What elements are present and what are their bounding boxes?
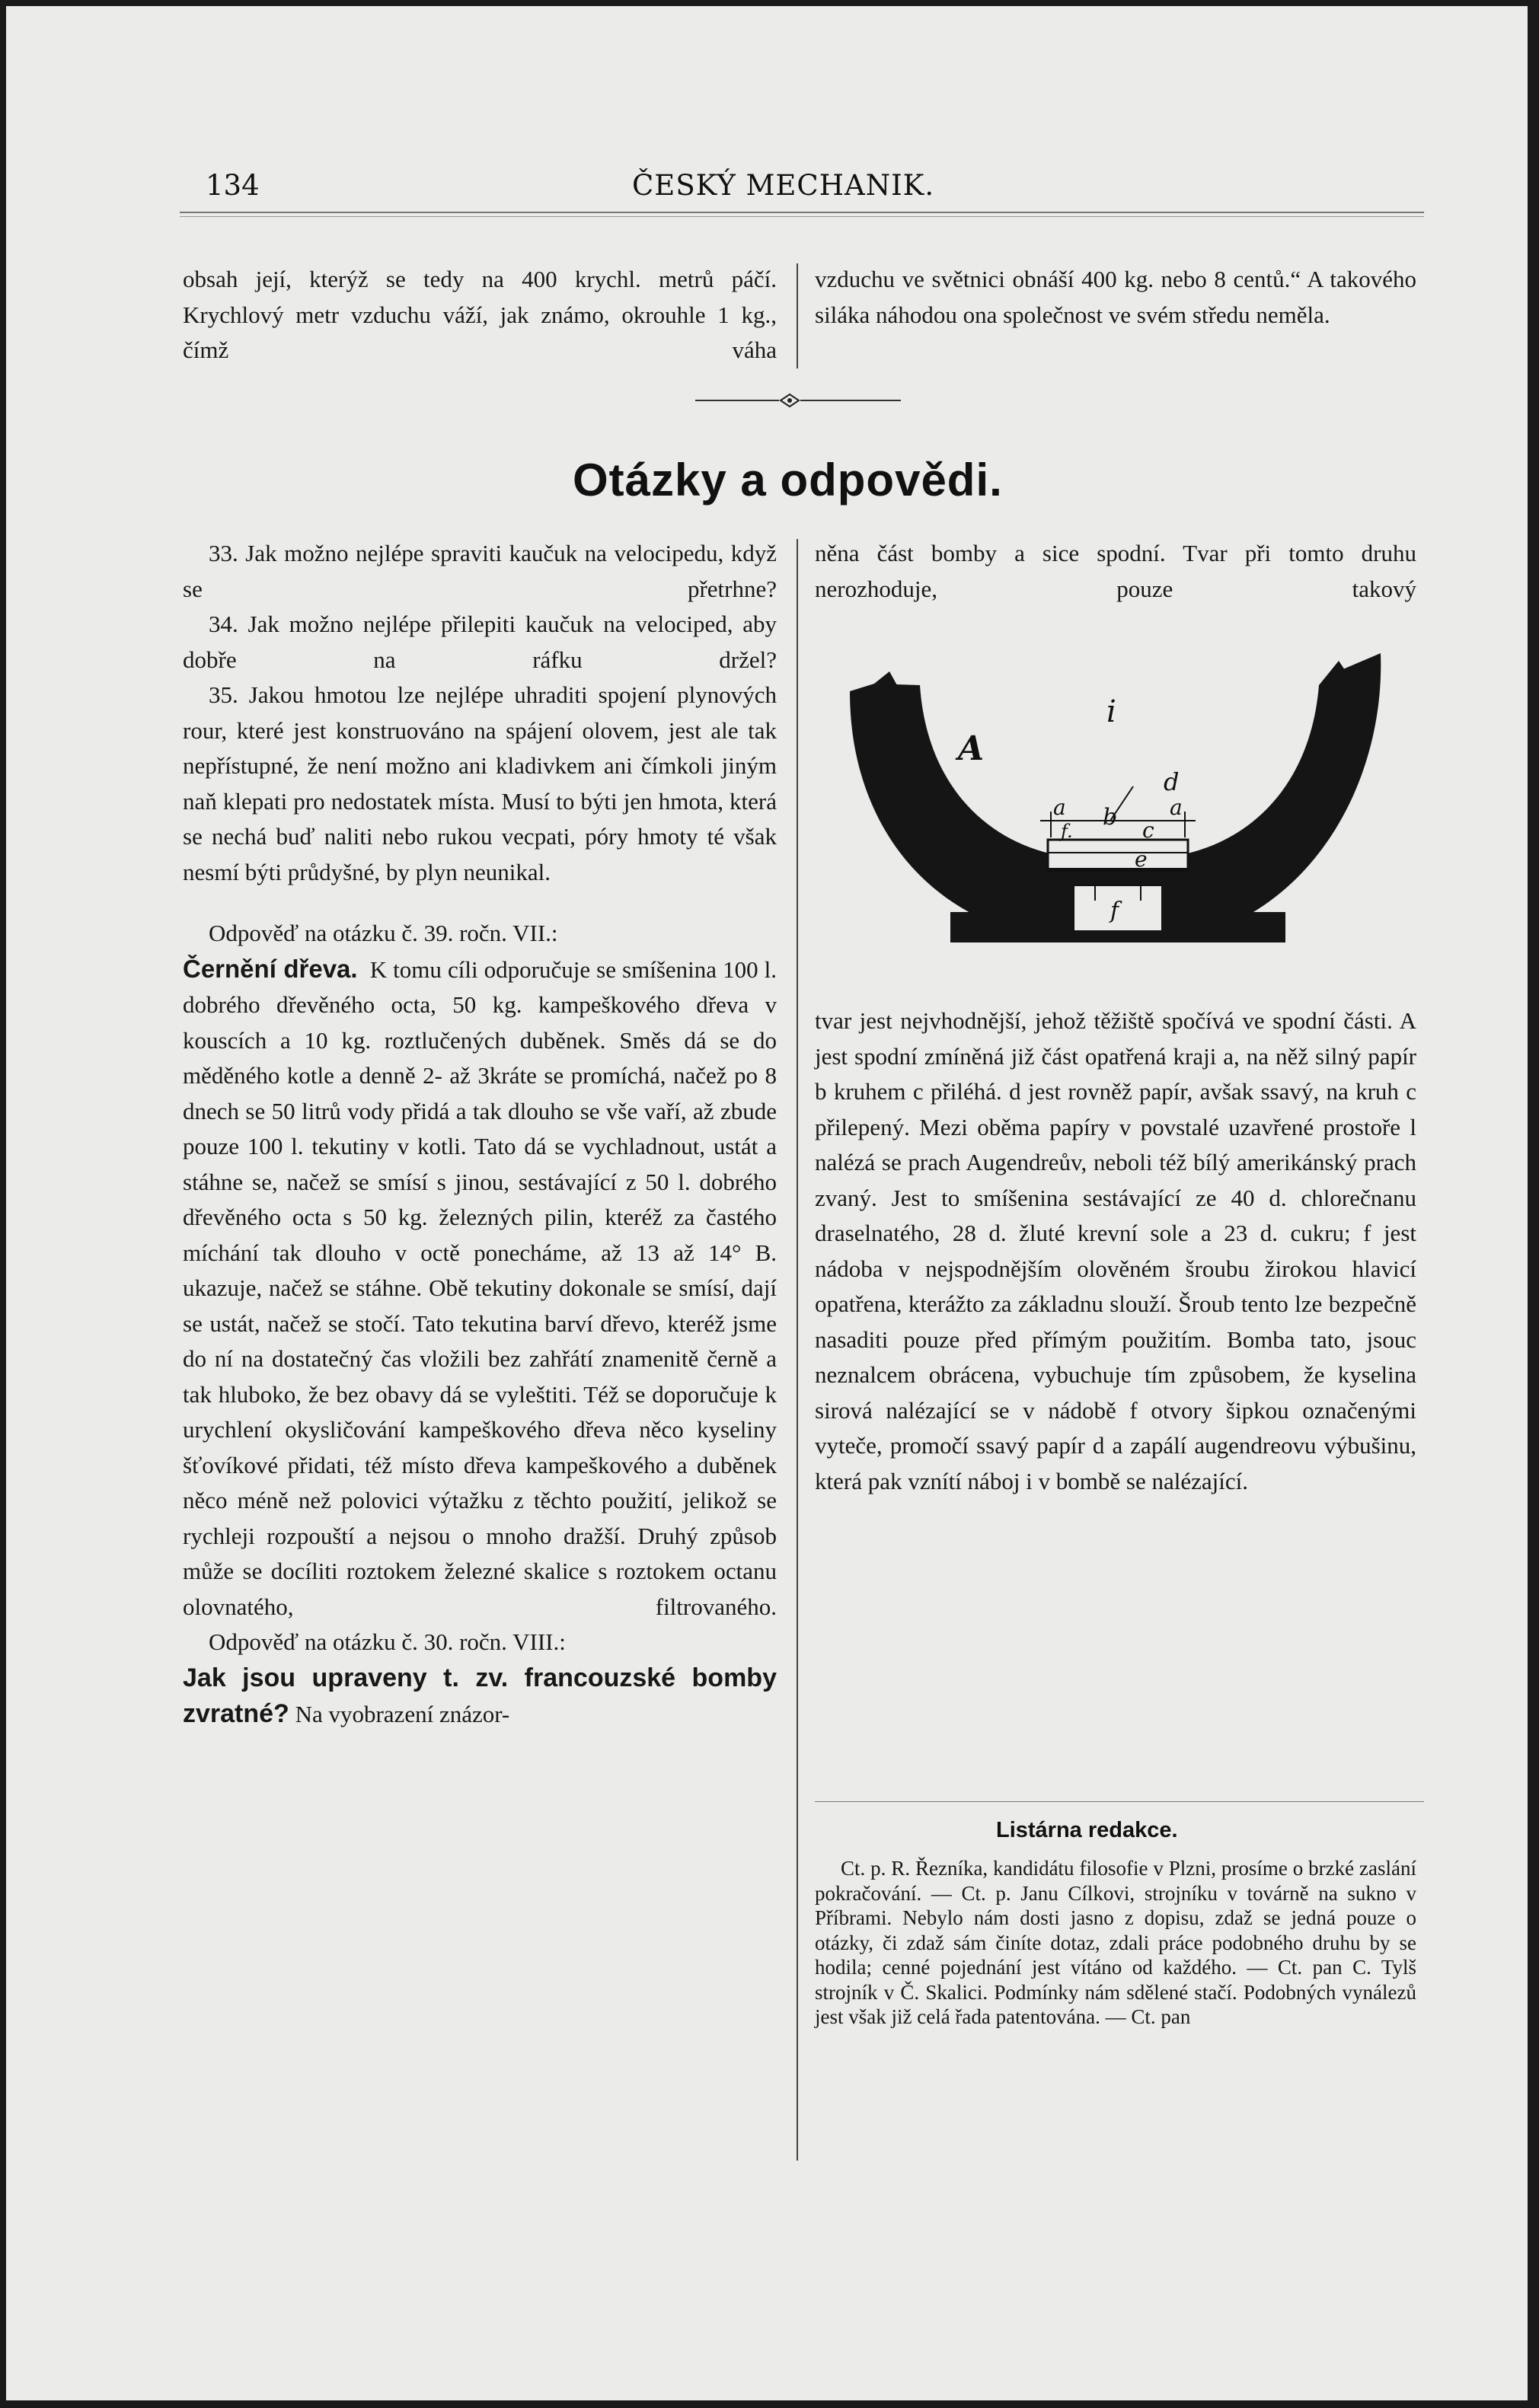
figure-label-A: A bbox=[958, 729, 985, 768]
question-33: 33. Jak možno nejlépe spraviti kaučuk na velocipedu, když se přetrhne? bbox=[183, 540, 777, 602]
figure-label-i: i bbox=[1106, 694, 1116, 729]
left-column bbox=[183, 536, 777, 1733]
answer-39-title: Černění dřeva. bbox=[183, 954, 358, 983]
section-title: Otázky a odpovědi. bbox=[573, 454, 1003, 506]
column-divider-main bbox=[797, 539, 798, 2161]
ornament-divider bbox=[695, 391, 901, 410]
top-right-text: vzduchu ve světnici obnáší 400 kg. nebo 8 centů.“ A takového siláka náhodou ona společnost ve svém středu neměla. bbox=[815, 266, 1416, 328]
bomb-cross-section-figure bbox=[844, 638, 1392, 958]
journal-title: ČESKÝ MECHANIK. bbox=[632, 169, 935, 202]
figure-label-c: c bbox=[1142, 818, 1154, 843]
header-rule-thin bbox=[180, 216, 1424, 217]
figure-label-l: f. bbox=[1061, 821, 1073, 842]
figure-label-f: f bbox=[1110, 898, 1119, 924]
figure-label-e: e bbox=[1135, 847, 1148, 872]
header-rule bbox=[180, 212, 1424, 213]
inner-chamber bbox=[1048, 840, 1188, 870]
figure-label-a-right: a bbox=[1170, 795, 1183, 820]
listarna-body: Ct. p. R. Řezníka, kandidátu filosofie v Plzni, prosíme o brzké zaslání pokračování. — Ct. p. Janu Cílkovi, strojníku v továrně na sukno v Příbrami. Nebylo nám dosti jasno z dopisu, zdaž se jedná pouze o otázky, či zdaž sám činíte dotaz, zdali práce podobného druhu by se hodila; cenné pojednání jest vítáno od každého. — Ct. pan C. Tylš strojník v Č. Skalici. Podmínky nám sdělené stačí. Podobných vynálezů jest však již celá řada patentována. — Ct. pan bbox=[815, 1857, 1416, 2028]
answer-30-title: Jak jsou upraveny t. zv. francouzské bomby zvratné? bbox=[183, 1663, 777, 1728]
listarna-title: Listárna redakce. bbox=[996, 1818, 1178, 1842]
right-para-2: tvar jest nejvhodnější, jehož těžiště spočívá ve spodní části. A jest spodní zmíněná již část opatřená kraji a, na něž silný papír b kruhem c přiléhá. d jest rovněž papír, avšak ssavý, na kruh c přilepený. Mezi oběma papíry v povstalé uzavřené prostoře l nalézá se prach Augendreův, neboli též bílý amerikánský prach zvaný. Jest to smíšenina sestávající ze 40 d. chlorečnanu draselnatého, 28 d. žluté krevní sole a 23 d. cukru; f jest nádoba v nejspodnějším olověném šroubu žirokou hlavicí opatřena, kterážto za základnu slouží. Šroub tento lze bezpečně nasaditi pouze před přímým použitím. Bomba tato, jsouc neznalcem obrácena, vybuchuje tím způsobem, že kyselina sirová nalézající se v nádobě f otvory šipkou označenými vyteče, promočí ssavý papír d a zapálí augendreovu výbušinu, která pak vznítí náboj i v bombě se nalézající. bbox=[815, 1007, 1416, 1494]
column-divider-top bbox=[797, 263, 798, 368]
page-number: 134 bbox=[206, 169, 260, 202]
answer-39-intro: Odpověď na otázku č. 39. ročn. VII.: bbox=[209, 920, 558, 946]
answer-30-intro: Odpověď na otázku č. 30. ročn. VIII.: bbox=[209, 1628, 566, 1655]
figure-label-b: b bbox=[1103, 804, 1118, 831]
question-34: 34. Jak možno nejlépe přilepiti kaučuk na velociped, aby dobře na ráfku držel? bbox=[183, 611, 777, 673]
top-left-text: obsah její, kterýž se tedy na 400 krychl. metrů páčí. Krychlový metr vzduchu váží, jak známo, okrouhle 1 kg., čímž váha bbox=[183, 266, 777, 363]
answer-30-body-start: Na vyobrazení znázor- bbox=[295, 1701, 510, 1727]
right-para-1: něna část bomby a sice spodní. Tvar při tomto druhu nerozhoduje, pouze takový bbox=[815, 540, 1416, 602]
answer-39-body: K tomu cíli odporučuje se smíšenina 100 l. dobrého dřevěného octa, 50 kg. kampeškového dřeva v kouscích a 10 kg. roztlučených duběnek. Směs dá se do měděného kotle a denně 2- až 3kráte se promíchá, načež po 8 dnech se 50 litrů vody přidá a tak dlouho se vše vaří, až zbude pouze 100 l. tekutiny v kotli. Tato dá se vychladnout, ustát a stáhne se, načež se smísí s jinou, sestávající z 50 l. dobrého dřevěného octa s 50 kg. železných pilin, kteréž za častého míchání tak dlouho v octě ponecháme, až 13 až 14° B. ukazuje, načež se stáhne. Obě tekutiny dokonale se smísí, dají se ustát, načež se stočí. Tato tekutina barví dřevo, kteréž jsme do ní na dostatečný čas vložili bez zahřátí znamenitě černě a tak hluboko, že bez obavy dá se vyleštiti. Též se doporučuje k urychlení okysličování kampeškového dřeva něco kyseliny šťovíkové přidati, též místo dřeva kampeškového a duběnek něco méně než polovici výtažku z těchto použití, jelikož se rychleji rozpouští a nejsou o mnoho dražší. Druhý způsob může se docíliti roztokem železné skalice s roztokem octanu olovnatého, filtrovaného. bbox=[183, 955, 777, 1620]
figure-label-a-left: a bbox=[1053, 795, 1066, 820]
figure-label-d: d bbox=[1164, 767, 1180, 796]
newspaper-page bbox=[6, 6, 1528, 2400]
listarna-rule bbox=[815, 1801, 1424, 1802]
question-35: 35. Jakou hmotou lze nejlépe uhraditi spojení plynových rour, které jest konstruováno na spájení olovem, jest ale tak nepřístupné, že není možno ani kladivkem ani čímkoli jiným naň klepati pro nedostatek místa. Musí to býti jen hmota, která se nechá buď naliti nebo rukou vecpati, póry hmoty té však nesmí býti průdyšné, by plyn neunikal. bbox=[183, 681, 777, 885]
